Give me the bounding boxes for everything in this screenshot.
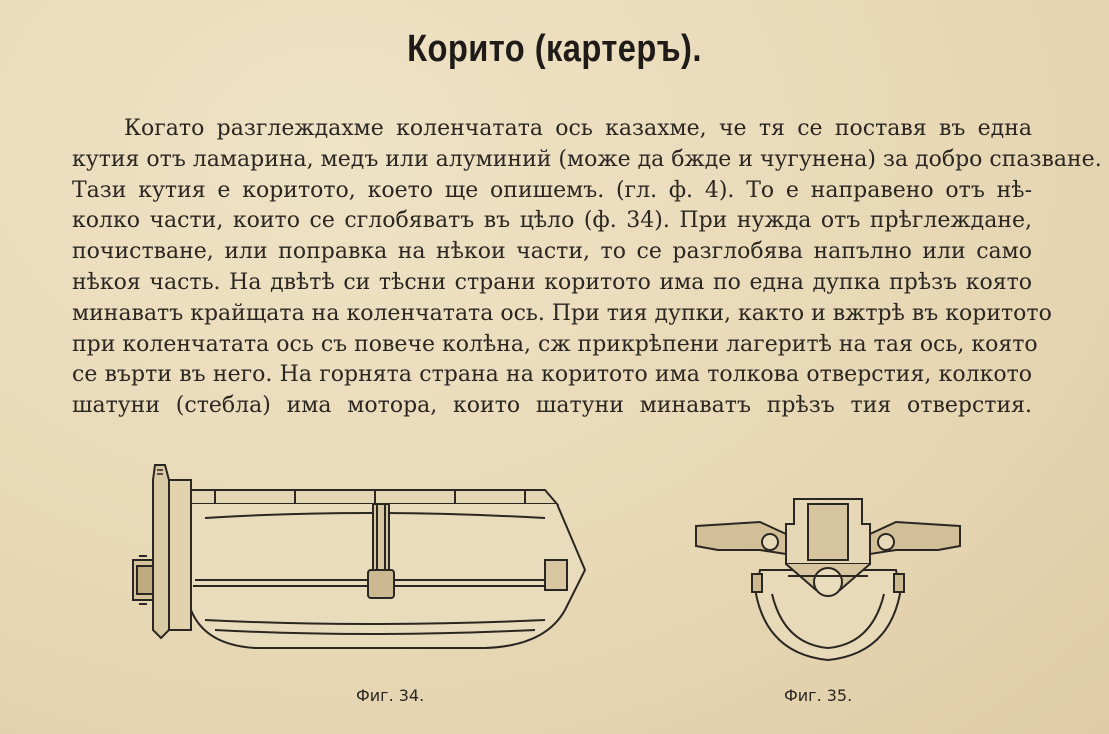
figure-35-crankcase-section <box>688 494 968 674</box>
paragraph-line: почистване, или поправка на нѣкои части, то се разглобява напълно или само <box>72 239 1032 265</box>
paragraph-line: нѣкоя часть. На двѣтѣ си тѣсни страни коритото има по една дупка прѣзъ която <box>72 269 1032 295</box>
paragraph-line: кутия отъ ламарина, медъ или алуминий (може да бжде и чугунена) за добро спазване. <box>72 146 1102 172</box>
body-paragraph <box>72 114 1102 422</box>
paragraph-line: минаватъ крайщата на коленчатата ось. При тия дупки, както и вжтрѣ въ коритото <box>72 300 1052 326</box>
paragraph-line: при коленчатата ось съ повече колѣна, сж прикрѣпени лагеритѣ на тая ось, която <box>72 331 1038 357</box>
paragraph-line: шатуни (стебла) има мотора, които шатуни минаватъ прѣзъ тия отверстия. <box>72 393 1032 419</box>
figure-34-caption: Фиг. 34. <box>356 686 425 705</box>
paragraph-line: се върти въ него. На горнята страна на коритото има толкова отверстия, колкото <box>72 362 1032 388</box>
paragraph-line: Тази кутия е коритото, което ще опишемъ. (гл. ф. 4). То е направено отъ нѣ- <box>72 177 1032 203</box>
section-title: Корито (картеръ). <box>407 28 702 70</box>
paragraph-line: Когато разглеждахме коленчатата ось казахме, че тя се поставя въ една <box>124 116 1032 141</box>
figure-34-crankcase-side <box>125 460 615 660</box>
figure-35-caption: Фиг. 35. <box>784 686 853 705</box>
paragraph-line: колко части, които се сглобяватъ въ цѣло (ф. 34). При нужда отъ прѣглеждане, <box>72 208 1032 234</box>
